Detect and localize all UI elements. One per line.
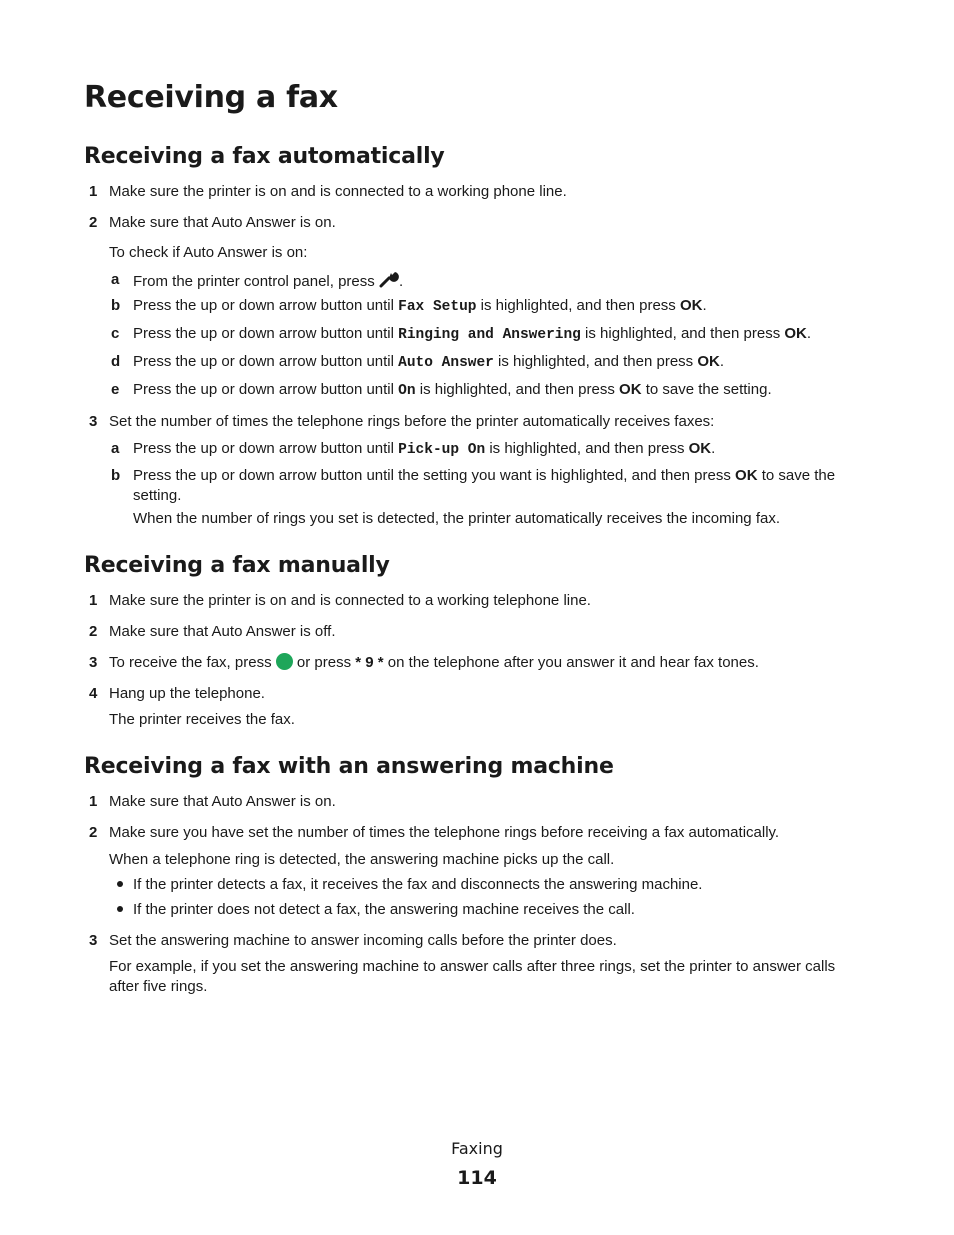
step-number: 3 [89,654,98,671]
step-number: 1 [89,592,98,609]
step-number: 1 [89,793,98,810]
substep-text: Press the up or down arrow button until Fax Setup is highlighted, and then press OK. [133,297,707,315]
bullet-icon [117,881,123,887]
page-title: Receiving a fax [84,80,338,115]
step-text: Set the number of times the telephone rings before the printer automatically receives faxes: [109,413,715,430]
bullet-item: If the printer does not detect a fax, the answering machine receives the call. [133,901,635,918]
step-number: 2 [89,623,98,640]
step-text: Make sure that Auto Answer is on. [109,793,336,810]
step-number: 3 [89,413,98,430]
step-number: 2 [89,824,98,841]
footer-section-name: Faxing [451,1139,503,1158]
substep-letter: a [111,271,120,288]
step-text: Make sure the printer is on and is connected to a working telephone line. [109,592,591,609]
wrench-icon [379,270,399,288]
step-number: 3 [89,932,98,949]
substep-note: When the number of rings you set is detected, the printer automatically receives the incoming fax. [133,510,780,527]
section-heading-manual: Receiving a fax manually [84,553,390,578]
bullet-icon [117,906,123,912]
bullet-item: If the printer detects a fax, it receives the fax and disconnects the answering machine. [133,876,703,893]
step-text: Make sure that Auto Answer is off. [109,623,336,640]
start-button-icon [276,653,293,670]
step-text: Hang up the telephone. [109,685,265,702]
substep-letter: b [111,297,121,314]
step-note: The printer receives the fax. [109,711,295,728]
substep-text: Press the up or down arrow button until Auto Answer is highlighted, and then press OK. [133,353,725,371]
substep-letter: e [111,381,120,398]
substep-text: Press the up or down arrow button until Pick-up On is highlighted, and then press OK. [133,440,716,458]
step-note: For example, if you set the answering machine to answer calls after three rings, set the printer to answer calls [109,958,836,975]
step-number: 1 [89,183,98,200]
section-heading-answering-machine: Receiving a fax with an answering machine [84,754,614,779]
substep-letter: d [111,353,121,370]
page-number: 114 [457,1167,497,1189]
step-number: 4 [89,685,98,702]
substep-text: Press the up or down arrow button until Ringing and Answering is highlighted, and then press OK. [133,325,812,343]
step-text: Make sure that Auto Answer is on. [109,214,336,231]
step-text: Make sure you have set the number of times the telephone rings before receiving a fax automatically. [109,824,780,841]
substep-letter: a [111,440,120,457]
substep-text: Press the up or down arrow button until On is highlighted, and then press OK to save the setting. [133,381,772,399]
step-note: To check if Auto Answer is on: [109,244,308,261]
substep-text: Press the up or down arrow button until the setting you want is highlighted, and then press OK to save the [133,467,836,484]
step-text: Set the answering machine to answer incoming calls before the printer does. [109,932,617,949]
step-note-continued: after five rings. [109,978,208,995]
section-heading-automatic: Receiving a fax automatically [84,144,445,169]
step-text: Make sure the printer is on and is connected to a working phone line. [109,183,567,200]
substep-letter: c [111,325,120,342]
substep-text-continued: setting. [133,487,182,504]
step-number: 2 [89,214,98,231]
step-note: When a telephone ring is detected, the answering machine picks up the call. [109,851,615,868]
substep-letter: b [111,467,121,484]
step-text: To receive the fax, press or press * 9 * on the telephone after you answer it and hear fax tones. [109,654,759,671]
substep-text: From the printer control panel, press . [133,270,403,292]
